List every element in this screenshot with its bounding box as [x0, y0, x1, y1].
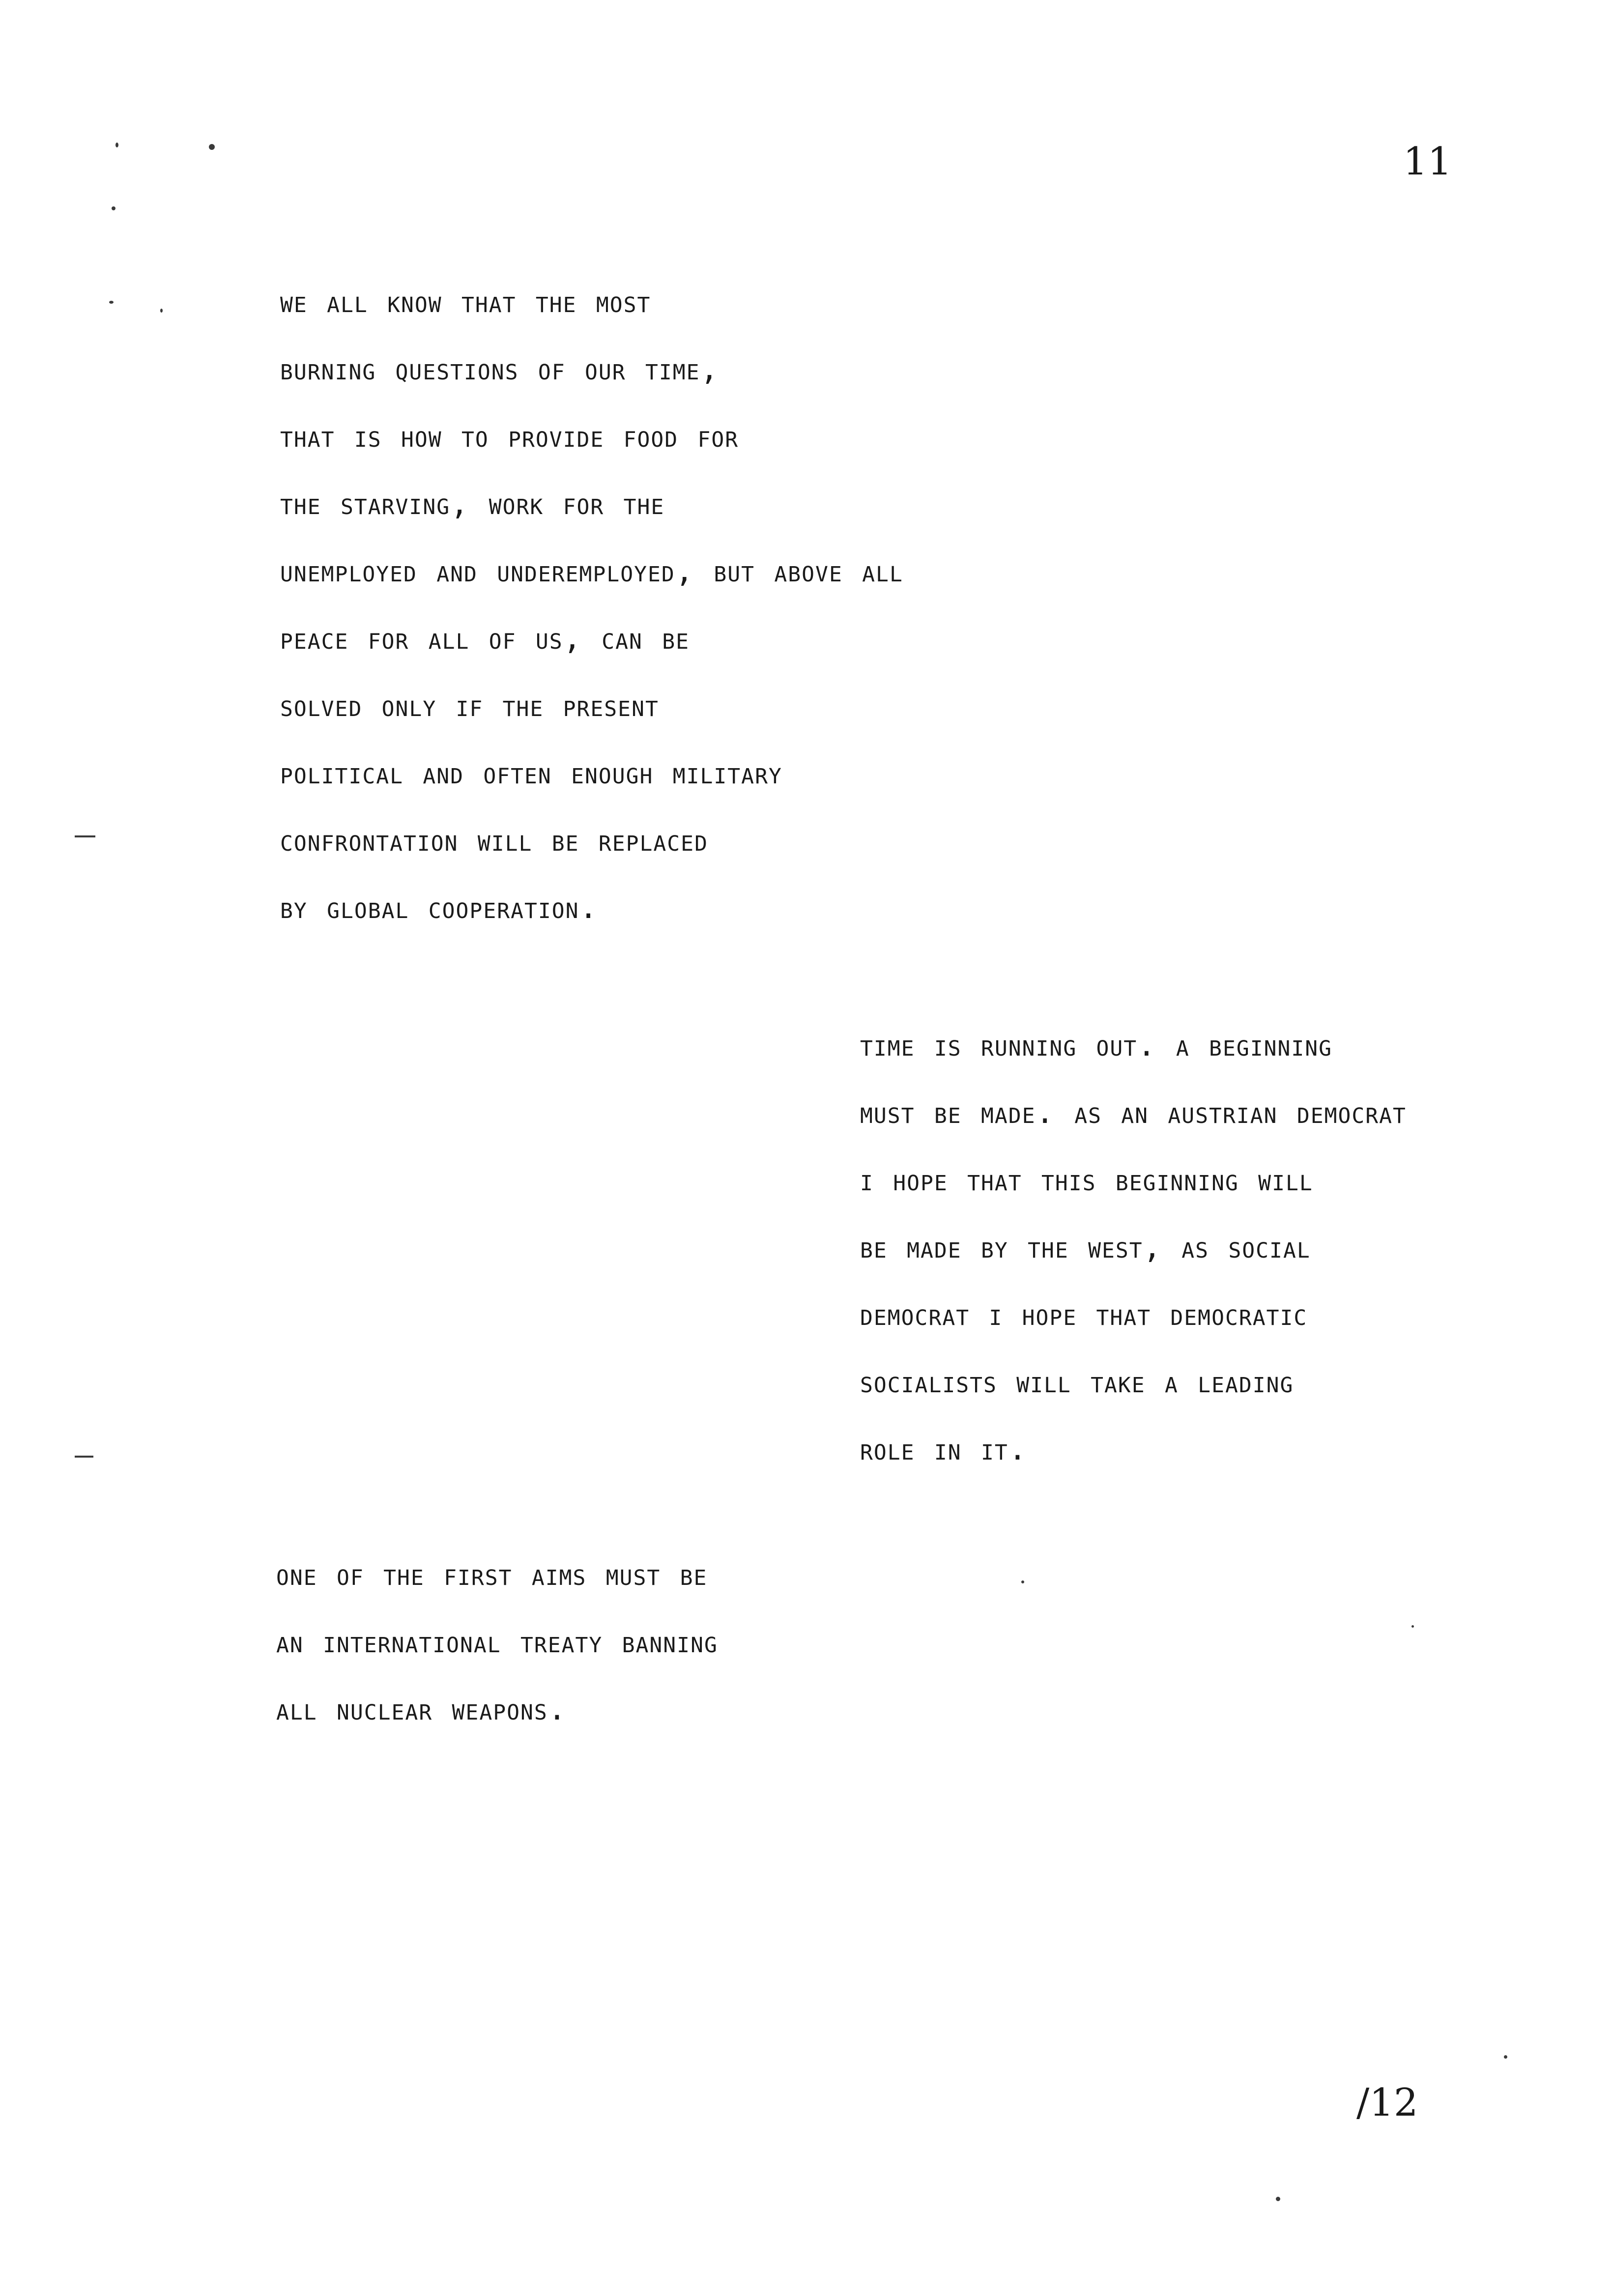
text-line: confrontation will be replaced — [280, 822, 708, 858]
scan-speck — [209, 144, 215, 150]
text-line: political and often enough military — [280, 755, 782, 791]
text-line: all nuclear weapons. — [276, 1691, 568, 1727]
paragraph-1 — [280, 268, 903, 941]
text-line: an international treaty banning — [276, 1624, 718, 1660]
text-line: socialists will take a leading — [860, 1364, 1294, 1400]
text-line: time is running out. a beginning — [860, 1027, 1333, 1063]
scan-speck — [1504, 2055, 1507, 2059]
text-line: burning questions of our time, — [280, 351, 720, 387]
scan-speck — [1021, 1580, 1024, 1583]
text-line: must be made. as an austrian democrat — [860, 1094, 1407, 1130]
text-line: that is how to provide food for — [280, 418, 739, 454]
scan-speck — [109, 301, 114, 304]
text-line: by global cooperation. — [280, 890, 599, 925]
text-line: i hope that this beginning will — [860, 1162, 1313, 1198]
text-line: democrat i hope that democratic — [860, 1296, 1308, 1332]
page-number-bottom: /12 — [1356, 2081, 1418, 2125]
scan-speck — [160, 309, 163, 313]
text-line: be made by the west, as social — [860, 1229, 1311, 1265]
paragraph-3 — [276, 1541, 718, 1743]
scan-speck — [1411, 1625, 1414, 1628]
paragraph-2 — [860, 1011, 1407, 1483]
scan-speck — [112, 206, 115, 210]
text-line: peace for all of us, can be — [280, 620, 690, 656]
text-line: we all know that the most — [280, 284, 651, 319]
text-line: solved only if the present — [280, 688, 659, 723]
margin-mark — [75, 1456, 93, 1458]
text-line: role in it. — [860, 1431, 1028, 1467]
scan-speck — [1276, 2197, 1280, 2201]
margin-mark — [75, 835, 95, 837]
text-line: one of the first aims must be — [276, 1556, 708, 1592]
scan-speck — [115, 143, 118, 147]
text-line: unemployed and underemployed, but above all — [280, 553, 903, 589]
text-line: the starving, work for the — [280, 486, 665, 521]
page-number-top: 11 — [1403, 140, 1452, 184]
